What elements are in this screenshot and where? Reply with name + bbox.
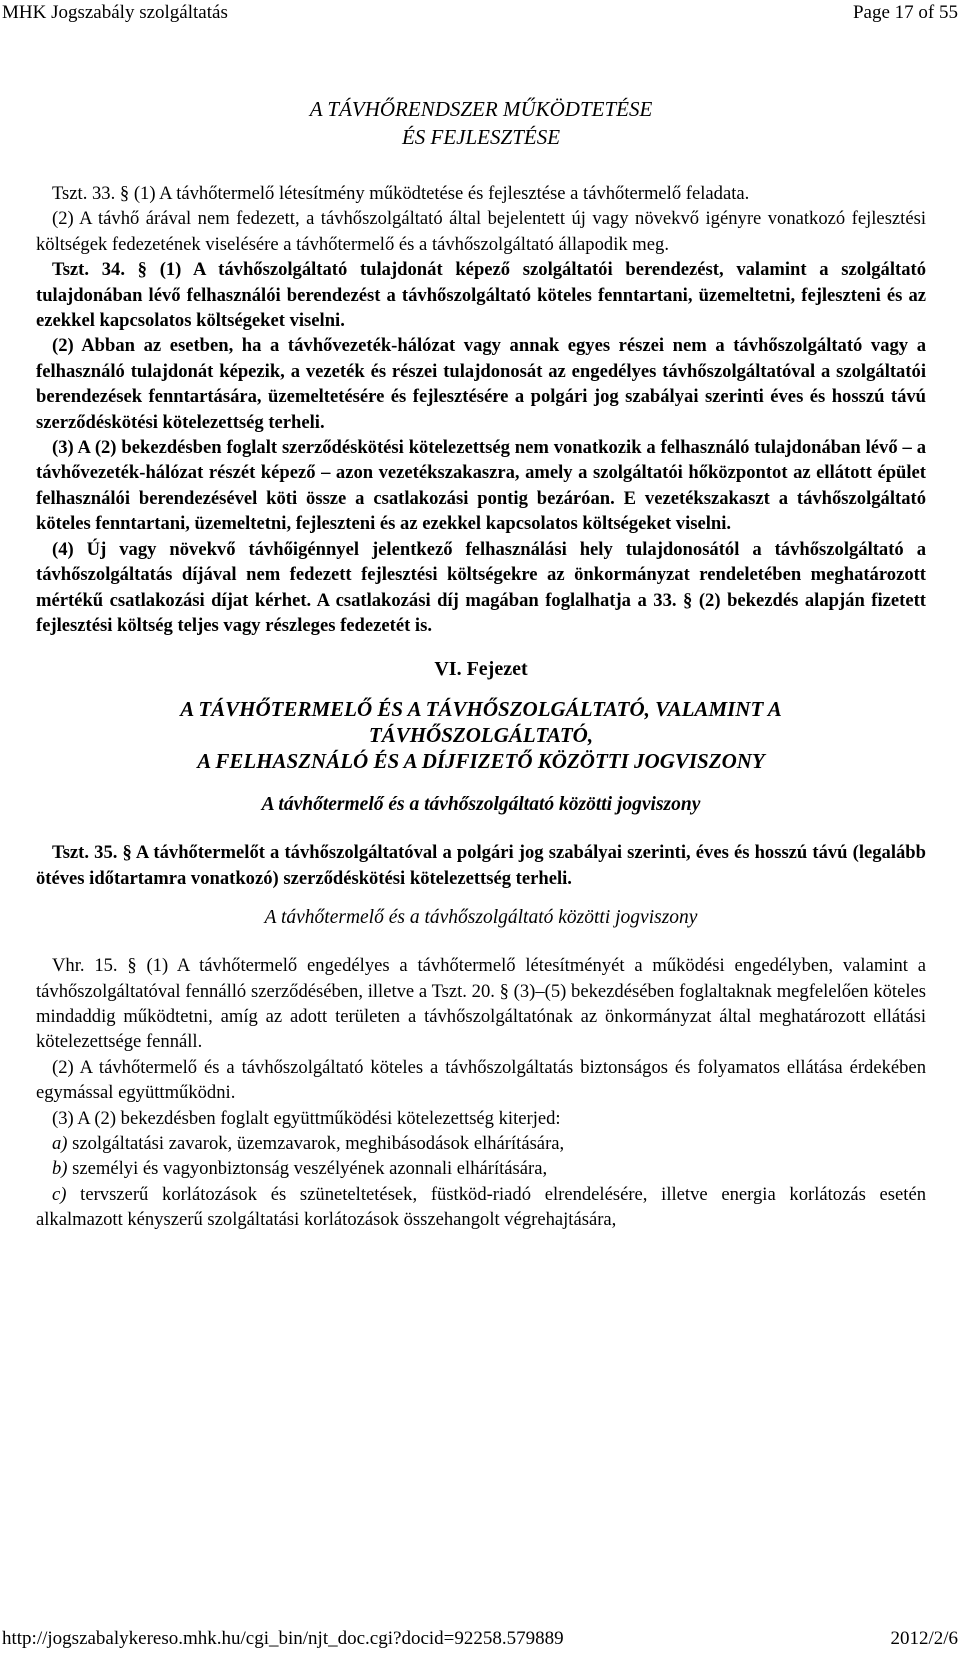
chapter-subtitle-bold: A távhőtermelő és a távhőszolgáltató közötti jogviszony: [261, 794, 701, 816]
footer-url: http://jogszabalykereso.mhk.hu/cgi_bin/njt_doc.cgi?docid=92258.579889: [2, 1628, 564, 1649]
page-header: [0, 0, 960, 26]
vhr15-item-c-letter: c): [52, 1183, 67, 1205]
vhr15-section: [36, 953, 926, 1232]
vhr15-item-b: [36, 1156, 926, 1181]
tszt34-par2: (2) Abban az esetben, ha a távhővezeték-hálózat vagy annak egyes részei nem a távhőszolgáltató vagy a felhasználó tulajdonát képezik, a vezeték és részei tulajdonosát az engedélyes távhőszolgáltatóval a szolgáltatói berendezések fenntartására, üzemeltetésére és fejlesztésére a polgári jog szabályai szerinti éves és hosszú távú szerződéskötési kötelezettség terheli.: [36, 335, 926, 433]
tszt35-par: Tszt. 35. § A távhőtermelőt a távhőszolgáltatóval a polgári jog szabályai szerinti, éves és hosszú távú (legalább ötéves időtartamra vonatkozó) szerződéskötési kötelezettség terheli.: [36, 842, 926, 889]
vhr15-par1: Vhr. 15. § (1) A távhőtermelő engedélyes a távhőtermelő létesítményét a működési engedélyben, valamint a távhőszolgáltatóval fennálló szerződésében, illetve a Tszt. 20. § (3)–(5) bekezdésében foglaltaknak megfelelően köteles mindaddig működtetni, amíg az adott területen a távhőszolgáltatónak az önkormányzat által meghatározott ellátási kötelezettsége fennáll.: [36, 955, 926, 1053]
page-footer: [0, 1626, 960, 1652]
vhr15-item-b-letter: b): [52, 1158, 68, 1180]
vhr15-item-a-letter: a): [52, 1132, 68, 1154]
section-title-line2: ÉS FEJLESZTÉSE: [401, 125, 561, 149]
header-site-name: MHK Jogszabály szolgáltatás: [2, 2, 228, 23]
vhr15-item-c: [36, 1182, 926, 1233]
chapter-subtitle: A távhőtermelő és a távhőszolgáltató közötti jogviszony: [264, 907, 698, 929]
vhr15-item-b-text: személyi és vagyonbiztonság veszélyének azonnali elhárítására,: [67, 1158, 548, 1180]
section-title-line1: A TÁVHŐRENDSZER MŰKÖDTETÉSE: [309, 97, 653, 121]
vhr15-item-a: [36, 1131, 926, 1156]
tszt33-par1: Tszt. 33. § (1) A távhőtermelő létesítmény működtetése és fejlesztése a távhőtermelő feladata.: [52, 183, 750, 204]
document-body: [36, 95, 926, 1233]
vhr15-item-a-text: szolgáltatási zavarok, üzemzavarok, meghibásodások elhárítására,: [67, 1132, 565, 1154]
chapter-title-line2: TÁVHŐSZOLGÁLTATÓ,: [368, 723, 594, 748]
vhr15-par3: (3) A (2) bekezdésben foglalt együttműködési kötelezettség kiterjed:: [52, 1107, 561, 1129]
section-title: [36, 95, 926, 151]
tszt34-par1: Tszt. 34. § (1) A távhőszolgáltató tulajdonát képező szolgáltatói berendezést, valamint a szolgáltató tulajdonában lévő felhasználói berendezést a távhőszolgáltató köteles fenntartani, üzemeltetni, fejleszteni és az ezekkel kapcsolatos költségeket viselni.: [36, 259, 926, 332]
chapter-number: VI. Fejezet: [434, 658, 528, 681]
tszt34-par4: (4) Új vagy növekvő távhőigénnyel jelentkező felhasználási hely tulajdonosától a távhőszolgáltató a távhőszolgáltatás díjával nem fedezett fejlesztési költségekre az önkormányzat rendeletében meghatározott mértékű csatlakozási díjat kérhet. A csatlakozási díj magában foglalhatja a 33. § (2) bekezdés alapján fizetett fejlesztési költség teljes vagy részleges fedezetét is.: [36, 538, 926, 636]
footer-date: 2012/2/6: [890, 1628, 958, 1649]
chapter-title-line1: A TÁVHŐTERMELŐ ÉS A TÁVHŐSZOLGÁLTATÓ, VALAMINT A: [180, 697, 782, 722]
vhr15-item-c-text: tervszerű korlátozások és szüneteltetések, füstköd-riadó elrendelésére, illetve energia korlátozás esetén alkalmazott kényszerű szolgáltatási korlátozások összehangolt végrehajtására,: [36, 1183, 926, 1231]
tszt34-par3: (3) A (2) bekezdésben foglalt szerződéskötési kötelezettség nem vonatkozik a felhasználó tulajdonában lévő – a távhővezeték-hálózat részét képező – azon vezetékszakaszra, amely a szolgáltatói hőközpontot az ellátott épület felhasználói berendezésével köti össze a csatlakozási pontig bezáróan. E vezetékszakaszt a távhőszolgáltató köteles fenntartani, üzemeltetni, fejleszteni és az ezekkel kapcsolatos költségeket viselni.: [36, 437, 926, 535]
vhr15-par2: (2) A távhőtermelő és a távhőszolgáltató köteles a távhőszolgáltatás biztonságos és folyamatos ellátása érdekében egymással együttműködni.: [36, 1056, 926, 1104]
header-page-number: Page 17 of 55: [852, 2, 958, 23]
chapter-title: [36, 696, 926, 774]
chapter-title-line3: A FELHASZNÁLÓ ÉS A DÍJFIZETŐ KÖZÖTTI JOGVISZONY: [197, 749, 765, 774]
tszt33-par2: (2) A távhő árával nem fedezett, a távhőszolgáltató által bejelentett új vagy növekvő igényre vonatkozó fejlesztési költségek fedezetének viselésére a távhőtermelő és a távhőszolgáltató állapodik meg.: [36, 208, 926, 255]
